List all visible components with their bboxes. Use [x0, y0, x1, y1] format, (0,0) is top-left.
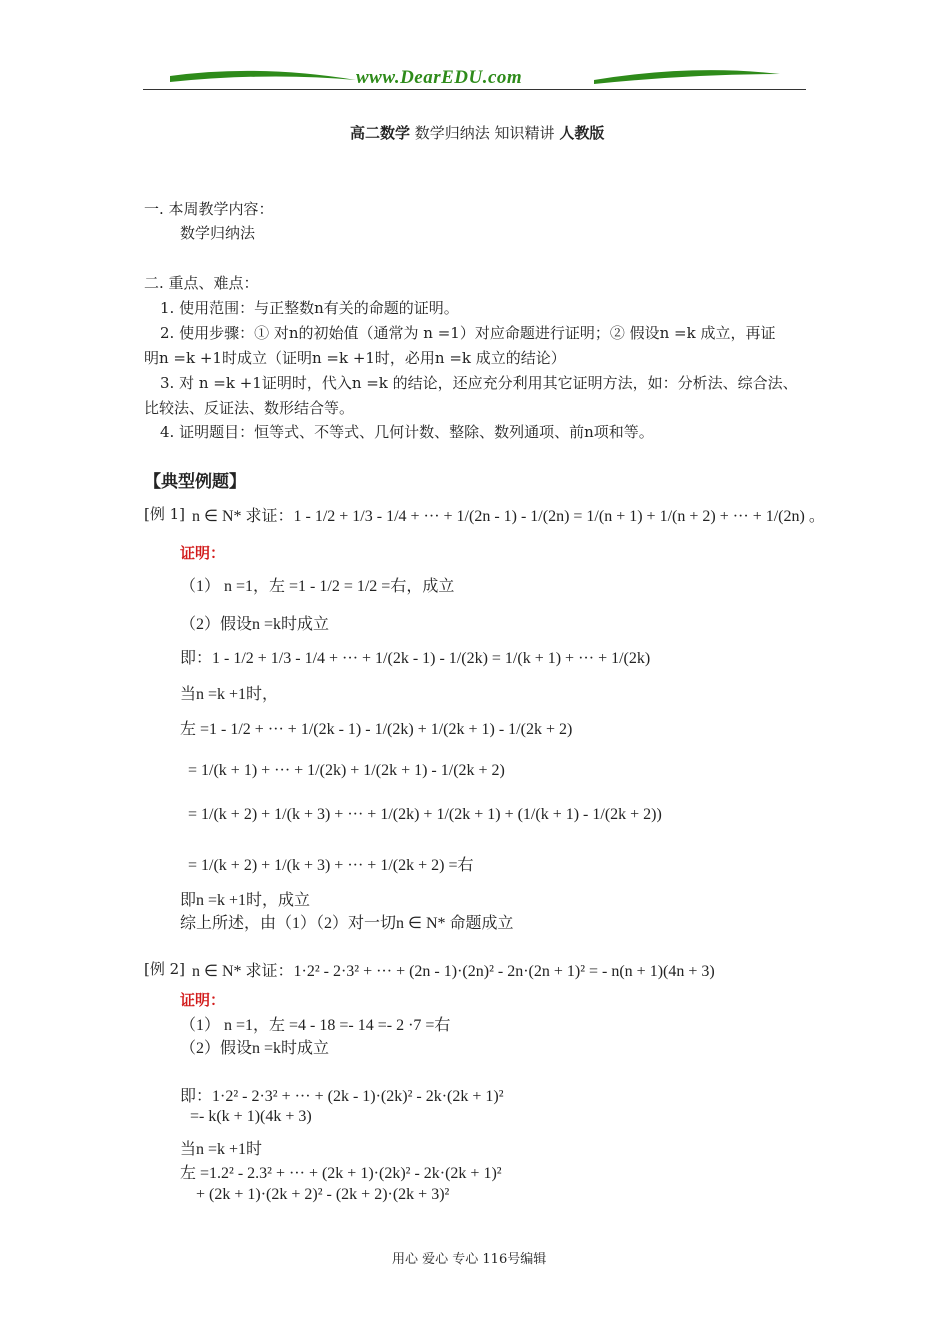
paragraph-line: 明n =k +1时成立（证明n =k +1时，必用n =k 成立的结论） [144, 349, 566, 367]
proof-step: = 1/(k + 2) + 1/(k + 3) + ··· + 1/(2k) + 1/(2k + 1) + (1/(k + 1) - 1/(2k + 2)) [188, 806, 662, 823]
example-statement: n ∈ N* 求证：1 - 1/2 + 1/3 - 1/4 + ··· + 1/(2n - 1) - 1/(2n) = 1/(n + 1) + 1/(n + 2) + ··· + 1/(2n) 。 [192, 508, 825, 525]
proof-step: 综上所述，由（1）（2）对一切n ∈ N* 命题成立 [180, 915, 514, 932]
proof-step: （2）假设n =k时成立 [180, 616, 330, 633]
proof-step: 左 =1 - 1/2 + ··· + 1/(2k - 1) - 1/(2k) + 1/(2k + 1) - 1/(2k + 2) [180, 721, 573, 738]
logo-swoosh-left [168, 66, 358, 90]
paragraph-line: 3. 对 n =k +1证明时，代入n =k 的结论，还应充分利用其它证明方法，如：分析法、综合法、 [160, 374, 798, 392]
paragraph-line: 2. 使用步骤：① 对n的初始值（通常为 n =1）对应命题进行证明；② 假设n =k 成立，再证 [160, 324, 776, 342]
section-heading: 二. 重点、难点： [144, 274, 259, 292]
proof-step: = 1/(k + 1) + ··· + 1/(2k) + 1/(2k + 1) - 1/(2k + 2) [188, 762, 505, 779]
page-footer: 用心 爱心 专心 116号编辑 [392, 1252, 547, 1267]
proof-label: 证明： [180, 991, 226, 1009]
proof-label: 证明： [180, 544, 226, 562]
proof-step: （2）假设n =k时成立 [180, 1040, 330, 1057]
proof-step: 当n =k +1时， [180, 686, 279, 703]
page-title: 高二数学 数学归纳法 知识精讲 人教版 [350, 124, 605, 142]
example-label: [例 2] [144, 960, 186, 978]
proof-step: （1） n =1，左 =1 - 1/2 = 1/2 =右，成立 [180, 578, 455, 595]
section-content: 数学归纳法 [180, 224, 256, 242]
paragraph-line: 比较法、反证法、数形结合等。 [144, 399, 355, 417]
proof-step: 即：1 - 1/2 + 1/3 - 1/4 + ··· + 1/(2k - 1) - 1/(2k) = 1/(k + 1) + ··· + 1/(2k) [180, 650, 651, 667]
logo-text: www.DearEDU.com [356, 67, 523, 88]
proof-step: 左 =1.2² - 2.3² + ··· + (2k + 1)·(2k)² - 2k·(2k + 1)² [180, 1165, 502, 1182]
proof-step: 即：1·2² - 2·3² + ··· + (2k - 1)·(2k)² - 2k·(2k + 1)² [180, 1088, 504, 1105]
proof-step: =- k(k + 1)(4k + 3) [190, 1108, 312, 1125]
paragraph-line: 4. 证明题目：恒等式、不等式、几何计数、整除、数列通项、前n项和等。 [160, 423, 654, 441]
proof-step: 即n =k +1时，成立 [180, 892, 311, 909]
example-statement: n ∈ N* 求证：1·2² - 2·3² + ··· + (2n - 1)·(2n)² - 2n·(2n + 1)² = - n(n + 1)(4n + 3) [192, 963, 715, 980]
proof-step: + (2k + 1)·(2k + 2)² - (2k + 2)·(2k + 3)² [196, 1186, 450, 1203]
proof-step: （1） n =1，左 =4 - 18 =- 14 =- 2 ·7 =右 [180, 1017, 451, 1034]
logo-swoosh-right [592, 66, 782, 90]
header-rule [143, 89, 806, 90]
proof-step: 当n =k +1时 [180, 1141, 263, 1158]
section-heading: 一. 本周教学内容： [144, 200, 274, 218]
paragraph-line: 1. 使用范围：与正整数n有关的命题的证明。 [160, 299, 459, 317]
examples-heading: 【典型例题】 [144, 472, 246, 492]
proof-step: = 1/(k + 2) + 1/(k + 3) + ··· + 1/(2k + 2) =右 [188, 857, 474, 874]
example-label: [例 1] [144, 505, 186, 523]
